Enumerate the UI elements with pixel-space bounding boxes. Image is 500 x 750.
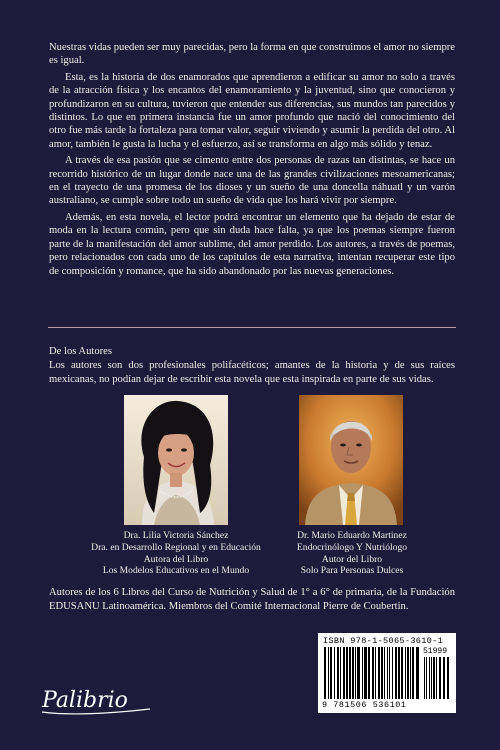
author-name: Dr. Mario Eduardo Martinez [297, 530, 407, 541]
barcode-bar [392, 647, 393, 699]
barcode-bar [324, 647, 326, 699]
author-photo-lilia [124, 395, 228, 525]
isbn-barcode [318, 633, 456, 713]
barcode-addon-bar [436, 657, 437, 699]
author-credential: Endocrinólogo Y Nutriólogo [296, 541, 408, 553]
barcode-bar [330, 647, 332, 699]
barcode-addon-bar [443, 657, 445, 699]
barcode-bar [395, 647, 397, 699]
barcode-bar [401, 647, 403, 699]
barcode-bar [410, 647, 411, 699]
barcode-bar [357, 647, 360, 699]
authors-closing-note: Autores de los 6 Libros del Curso de Nutrición y Salud de 1° a 6° de primaria, de la Fundación EDUSANU Latinoamérica. Miembros del Comité Internacional Pierre de Coubertin. [49, 587, 455, 612]
blurb-paragraph: Nuestras vidas pueden ser muy parecidas, pero la forma en que construimos el amor no siempre es igual. [49, 42, 455, 67]
barcode-addon-bar [431, 657, 432, 699]
ean-right-group: 536101 [372, 700, 407, 710]
barcode-bar [349, 647, 351, 699]
barcode-addon-bar [439, 657, 441, 699]
barcode-bar [384, 647, 385, 699]
barcode-bar [387, 647, 388, 699]
authors-heading: De los Autores [49, 346, 112, 357]
section-divider [48, 327, 456, 328]
ean-digits [322, 700, 406, 710]
barcode-bar [346, 647, 348, 699]
author-caption-lilia [76, 530, 276, 577]
barcode-bar [340, 647, 341, 699]
barcode-bar [389, 647, 390, 699]
barcode-bar [352, 647, 354, 699]
author-photo-mario [299, 395, 403, 525]
barcode-bar [334, 647, 335, 699]
blurb-paragraph: A través de esa pasión que se cimento entre dos personas de razas tan distintas, se hace un recorrido histórico de un lugar donde nace una de las grandes civilizaciones mesoamericanas; en el trayecto de una promesa de los dioses y un sueño de una doncella náhuatl y un varón australiano, se cumple sobre todo un sueño de vida que los hará vivir por siempre. [49, 155, 455, 207]
blurb [49, 41, 455, 281]
barcode-bar [362, 647, 363, 699]
barcode-bar [405, 647, 406, 699]
barcode-bar [416, 647, 419, 699]
barcode-addon-bar [447, 657, 449, 699]
barcode-bar [407, 647, 409, 699]
barcode-addon-bar [426, 657, 427, 699]
author-role: Autora del Libro [143, 553, 209, 565]
barcode-bar [381, 647, 383, 699]
author-book-title: Los Modelos Educativos en el Mundo [102, 565, 250, 577]
barcode-bar [337, 647, 339, 699]
blurb-paragraph: Además, en esta novela, el lector podrá encontrar un elemento que ha dejado de estar de moda en la lectura común, pero que sin duda hace falta, ya que los poemas siempre fueron parte de la manifestación del amor sublime, del amor perdido. Los autores, a través de poemas, pero relacionados con cada uno de los capítulos de esta narrativa, intentan recuperar este tipo de composición y romance, que ha sido abandonado por las nuevas generaciones. [49, 211, 455, 277]
barcode-bar [368, 647, 370, 699]
ean-left-group: 781506 [333, 700, 368, 710]
blurb-paragraph: Esta, es la historia de dos enamorados que aprendieron a edificar su amor no solo a través de la atracción física y los encantos del enamoramiento y la juventud, sino que conocieron y profundizaron en su cultura, tuvieron que entender sus diferencias, sus mundos tan parecidos y distintos. Lo que en primera instancia fue un amor profundo que nació del conocimiento del otro fue más tarde la fortaleza para tomar valor, seguir viviendo y asumir la perdida del otro. Al amor, también le gusta la lucha y el esfuerzo, así se transforma en algo más sólido y tenaz. [49, 71, 455, 150]
barcode-bar [378, 647, 380, 699]
author-book-title: Solo Para Personas Dulces [300, 565, 404, 577]
barcode-bar [372, 647, 374, 699]
barcode-bar [355, 647, 356, 699]
barcode-addon-bar [424, 657, 425, 699]
barcode-addon-bar [433, 657, 435, 699]
author-caption-mario [252, 530, 452, 577]
author-credential: Dra. en Desarrollo Regional y en Educación [91, 541, 261, 553]
author-role: Autor del Libro [321, 553, 383, 565]
authors-intro: Los autores son dos profesionales polifacéticos; amantes de la historia y de sus raíces mexicanas, no podían dejar de escribir esta novela que esta inspirada en parte de sus vidas. [49, 360, 455, 385]
barcode-bar [343, 647, 345, 699]
isbn-number: ISBN 978-1-5065-3610-1 [323, 636, 444, 646]
barcode-bar [328, 647, 329, 699]
barcode-bars [324, 647, 452, 701]
barcode-bar [375, 647, 376, 699]
barcode-addon-bar [429, 657, 430, 699]
ean-first-digit: 9 [322, 700, 328, 710]
barcode-bar [398, 647, 400, 699]
author-name: Dra. Lilia Victoria Sánchez [123, 530, 229, 541]
publisher-logo-text: Palibrio [42, 688, 128, 713]
publisher-logo [40, 679, 160, 724]
price-code: 51999 [423, 647, 448, 656]
barcode-bar [412, 647, 414, 699]
barcode-bar [364, 647, 367, 699]
